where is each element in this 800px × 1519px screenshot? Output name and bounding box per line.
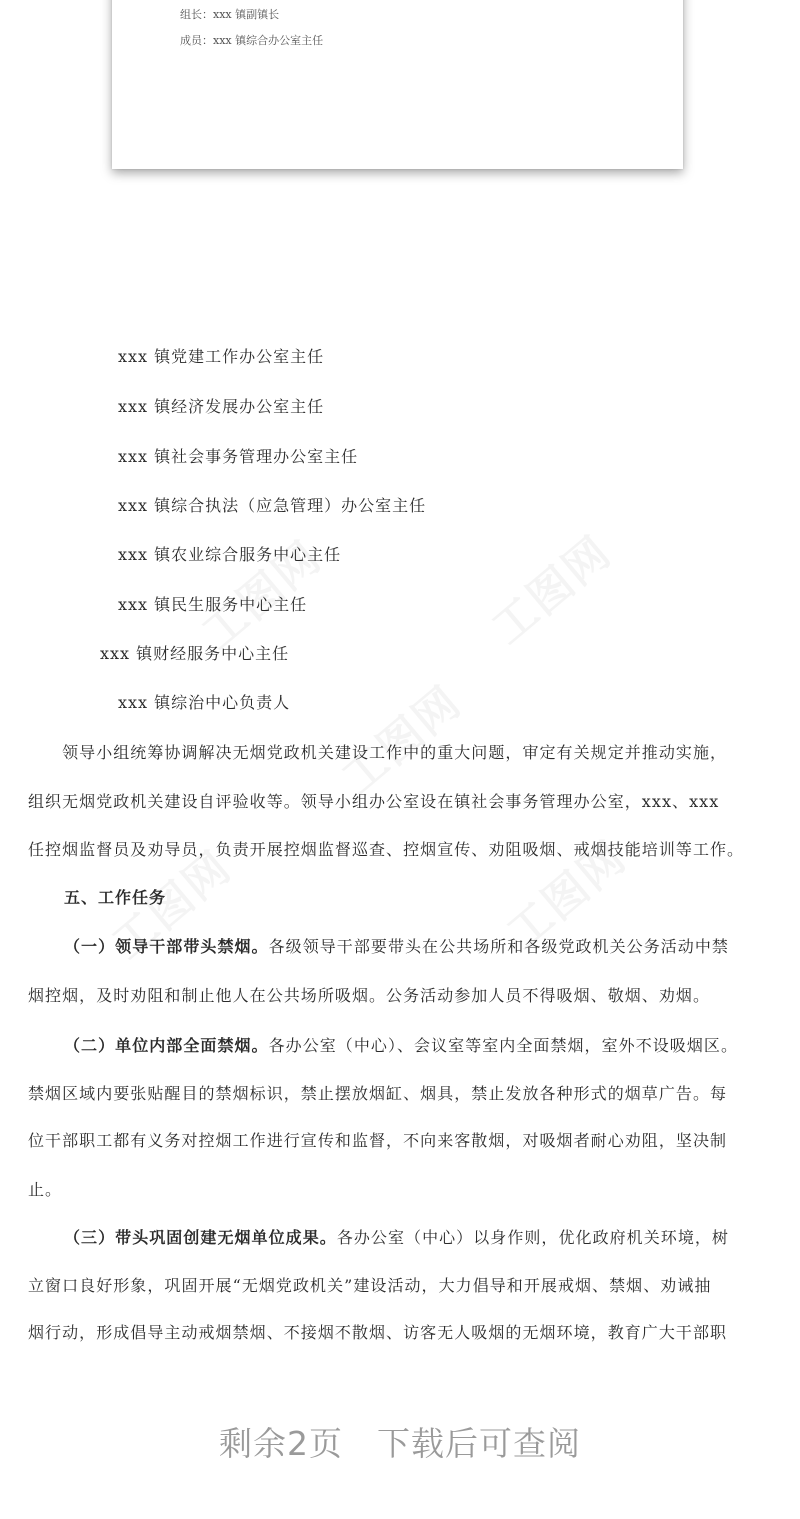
task-text: 各级领导干部要带头在公共场所和各级党政机关公务活动中禁: [268, 937, 729, 956]
task-title: （三）带头巩固创建无烟单位成果。: [64, 1228, 337, 1247]
task-text: 各办公室（中心）、会议室等室内全面禁烟，室外不设吸烟区。: [268, 1036, 739, 1055]
member-line: xxx 镇党建工作办公室主任: [118, 347, 325, 366]
paragraph-line: 组织无烟党政机关建设自评验收等。领导小组办公室设在镇社会事务管理办公室，xxx、xxx: [28, 792, 720, 811]
member-line: xxx 镇农业综合服务中心主任: [118, 545, 342, 564]
paragraph-line: 位干部职工都有义务对控烟工作进行宣传和监督，不向来客散烟，对吸烟者耐心劝阻，坚决制: [28, 1131, 728, 1150]
member-line: xxx 镇经济发展办公室主任: [118, 397, 325, 416]
member-line: xxx 镇财经服务中心主任: [100, 644, 290, 663]
paragraph-line: 领导小组统筹协调解决无烟党政机关建设工作中的重大问题，审定有关规定并推动实施，: [28, 743, 728, 762]
task-line: [64, 1036, 738, 1056]
preview-leader-line: 组长：xxx 镇副镇长: [180, 8, 280, 21]
paragraph-line: 烟行动，形成倡导主动戒烟禁烟、不接烟不散烟、访客无人吸烟的无烟环境，教育广大干部职: [28, 1323, 728, 1342]
page-preview-card: [112, 0, 683, 169]
task-title: （一）领导干部带头禁烟。: [64, 937, 269, 956]
preview-member-line: 成员：xxx 镇综合办公室主任: [180, 34, 324, 47]
task-title: （二）单位内部全面禁烟。: [64, 1036, 269, 1055]
member-line: xxx 镇民生服务中心主任: [118, 595, 308, 614]
member-line: xxx 镇综治中心负责人: [118, 693, 291, 712]
paragraph-line: 立窗口良好形象，巩固开展“无烟党政机关”建设活动，大力倡导和开展戒烟、禁烟、劝诫抽: [28, 1276, 712, 1295]
task-line: [64, 937, 729, 957]
watermark-logo: [326, 668, 473, 806]
member-line: xxx 镇社会事务管理办公室主任: [118, 447, 359, 466]
paragraph-line: 止。: [28, 1180, 63, 1199]
paragraph-line: 禁烟区域内要张贴醒目的禁烟标识，禁止摆放烟缸、烟具，禁止发放各种形式的烟草广告。每: [28, 1084, 728, 1103]
task-text: 各办公室（中心）以身作则，优化政府机关环境，树: [336, 1228, 729, 1247]
task-line: [64, 1228, 729, 1248]
paragraph-line: 任控烟监督员及劝导员，负责开展控烟监督巡查、控烟宣传、劝阻吸烟、戒烟技能培训等工作。: [28, 840, 745, 859]
paragraph-line: 烟控烟，及时劝阻和制止他人在公共场所吸烟。公务活动参加人员不得吸烟、敬烟、劝烟。: [28, 986, 711, 1005]
section-heading: 五、工作任务: [64, 888, 167, 907]
member-line: xxx 镇综合执法（应急管理）办公室主任: [118, 496, 427, 515]
remaining-pages-banner[interactable]: 剩余2页 下载后可查阅: [219, 1424, 581, 1463]
watermark-logo: [186, 523, 333, 661]
watermark-logo: [476, 518, 623, 656]
